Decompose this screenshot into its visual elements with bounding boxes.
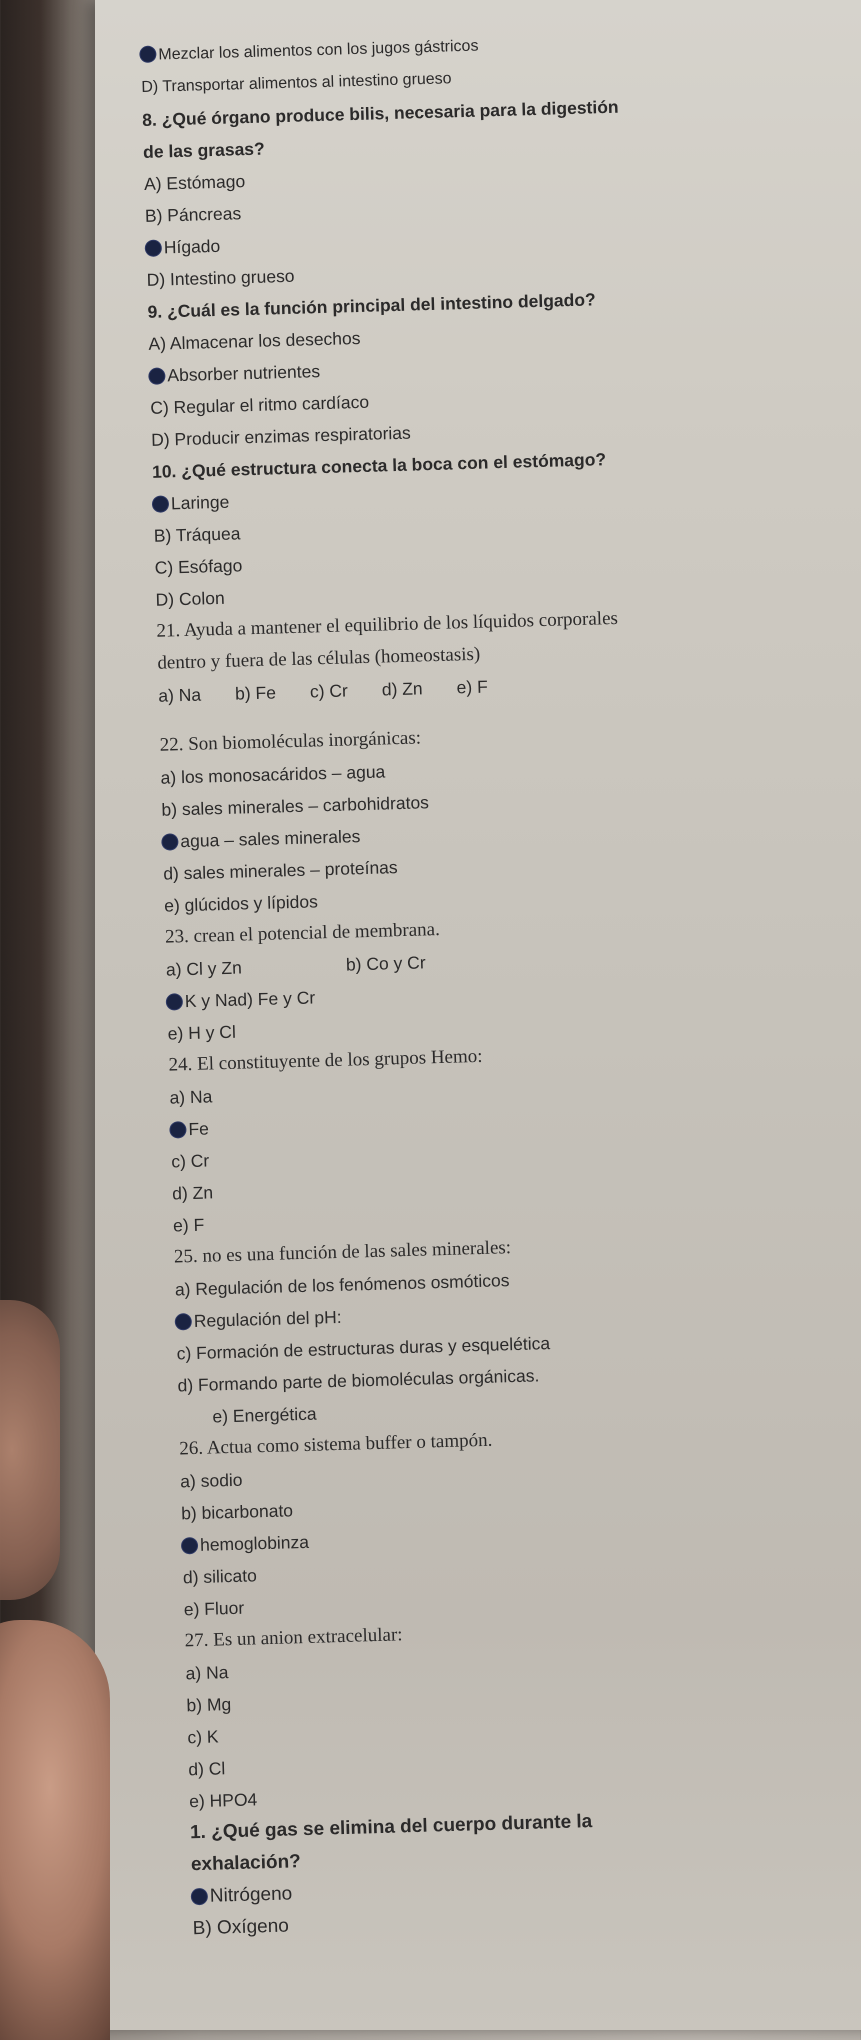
- q21-option-a: a) Na: [158, 684, 202, 706]
- q27-option-d: d) Cl: [188, 1758, 226, 1780]
- q27-option-c: c) K: [187, 1726, 219, 1748]
- q7-option-c: Mezclar los alimentos con los jugos gástricos: [140, 21, 831, 72]
- q23-option-b: b) Co y Cr: [345, 952, 426, 975]
- q21-option-c: c) Cr: [309, 680, 349, 702]
- worksheet: [140, 21, 861, 1946]
- q24-question: 24. El constituyente de los grupos Hemo:: [168, 1045, 483, 1076]
- q10-question: 10. ¿Qué estructura conecta la boca con el estómago?: [151, 449, 607, 482]
- q9-option-b: Absorber nutrientes: [149, 341, 840, 392]
- answer-mark-icon: [149, 368, 164, 383]
- q27-question: 27. Es un anion extracelular:: [184, 1624, 403, 1652]
- q9-option-a: A) Almacenar los desechos: [148, 327, 361, 354]
- q26-option-c: hemoglobinza: [182, 1510, 861, 1561]
- q7-option-d: D) Transportar alimentos al intestino grueso: [141, 70, 452, 96]
- q8-question: 8. ¿Qué órgano produce bilis, necesaria para la digestión: [141, 96, 619, 130]
- q24-option-b: Fe: [170, 1094, 861, 1145]
- q25-option-c: c) Formación de estructuras duras y esquelética: [176, 1333, 551, 1364]
- q25-option-a: a) Regulación de los fenómenos osmóticos: [174, 1270, 510, 1300]
- q24-option-e: e) F: [172, 1214, 205, 1236]
- q25-option-e: e) Energética: [212, 1403, 317, 1427]
- answer-mark-icon: [146, 241, 161, 256]
- q24-option-a: a) Na: [169, 1086, 213, 1108]
- q23-option-a: a) Cl y Zn: [165, 957, 243, 980]
- q22-option-d: d) sales minerales – proteínas: [163, 857, 398, 884]
- q1-question: 1. ¿Qué gas se elimina del cuerpo durante la: [189, 1811, 593, 1844]
- q10-option-d: D) Colon: [155, 587, 225, 610]
- q22-option-b: b) sales minerales – carbohidratos: [161, 792, 430, 820]
- q21-question-cont: dentro y fuera de las células (homeostasis): [157, 643, 481, 674]
- q1-question-cont: exhalación?: [190, 1851, 302, 1876]
- q21-option-b: b) Fe: [234, 682, 277, 704]
- q21-option-d: d) Zn: [381, 678, 423, 700]
- q27-option-a: a) Na: [185, 1662, 229, 1684]
- q10-option-c: C) Esófago: [154, 555, 243, 578]
- q25-option-b: Regulación del pH:: [175, 1286, 861, 1337]
- q26-option-b: b) bicarbonato: [180, 1500, 294, 1524]
- q10-option-a: Laringe: [153, 469, 844, 520]
- q9-question: 9. ¿Cuál es la función principal del intestino delgado?: [147, 289, 596, 322]
- finger: [0, 1620, 110, 2040]
- q8-question-cont: de las grasas?: [142, 138, 265, 162]
- answer-mark-icon: [182, 1538, 197, 1553]
- answer-mark-icon: [170, 1122, 185, 1137]
- q27-option-b: b) Mg: [186, 1694, 232, 1716]
- q22-option-a: a) los monosacáridos – agua: [160, 761, 386, 788]
- q21-option-e: e) F: [456, 676, 489, 698]
- answer-mark-icon: [140, 47, 155, 62]
- q23-option-e: e) H y Cl: [167, 1021, 237, 1044]
- q24-option-d: d) Zn: [171, 1182, 214, 1204]
- q8-option-c: Hígado: [145, 213, 836, 264]
- q9-option-c: C) Regular el ritmo cardíaco: [149, 391, 370, 418]
- q26-option-a: a) sodio: [179, 1469, 243, 1492]
- q10-option-b: B) Tráquea: [153, 523, 241, 546]
- q8-option-a: A) Estómago: [143, 171, 246, 194]
- answer-mark-icon: [162, 834, 177, 849]
- q23-question: 23. crean el potencial de membrana.: [164, 918, 441, 948]
- q22-question: 22. Son biomoléculas inorgánicas:: [159, 727, 422, 756]
- q24-option-c: c) Cr: [171, 1150, 210, 1172]
- answer-mark-icon: [192, 1889, 207, 1904]
- q26-option-d: d) silicato: [182, 1565, 258, 1588]
- q23-options-cd: K y Nad) Fe y Cr: [166, 966, 857, 1017]
- answer-mark-icon: [167, 994, 182, 1009]
- answer-mark-icon: [176, 1314, 191, 1329]
- q27-option-e: e) HPO4: [188, 1789, 258, 1812]
- q8-option-b: B) Páncreas: [144, 203, 242, 226]
- q26-option-e: e) Fluor: [183, 1597, 245, 1620]
- q22-option-e: e) glúcidos y lípidos: [163, 891, 319, 916]
- q22-option-c: agua – sales minerales: [162, 806, 853, 857]
- q26-question: 26. Actua como sistema buffer o tampón.: [179, 1429, 493, 1460]
- q1-option-a: Nitrógeno: [191, 1862, 861, 1913]
- q8-option-d: D) Intestino grueso: [146, 265, 295, 290]
- answer-mark-icon: [153, 496, 168, 511]
- q21-question: 21. Ayuda a mantener el equilibrio de los líquidos corporales: [156, 607, 619, 642]
- q1-option-b: B) Oxígeno: [192, 1915, 290, 1940]
- q25-question: 25. no es una función de las sales minerales:: [173, 1237, 512, 1268]
- q9-option-d: D) Producir enzimas respiratorias: [150, 422, 412, 450]
- finger-shadow: [0, 1300, 60, 1600]
- q25-option-d: d) Formando parte de biomoléculas orgánicas.: [177, 1365, 540, 1396]
